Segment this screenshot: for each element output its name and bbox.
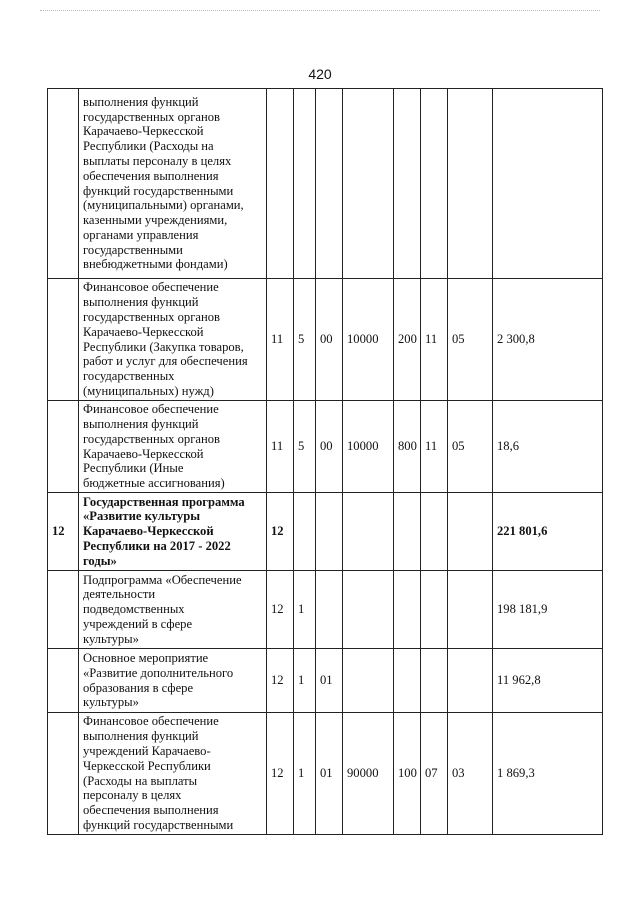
description-line: (муниципальными) органами, [83, 198, 244, 213]
code-cell-c2: 1 [294, 649, 316, 713]
description-line: Республики (Расходы на [83, 139, 214, 154]
code-cell-c4: 10000 [343, 279, 394, 401]
code-cell-c1: 12 [267, 571, 294, 649]
description-line: выплаты персоналу в целях [83, 153, 232, 168]
description-line: «Развитие культуры [83, 509, 201, 524]
description-cell [79, 493, 267, 571]
code-cell-c4 [343, 649, 394, 713]
code-cell-c2: 5 [294, 401, 316, 493]
scan-top-rule [40, 10, 600, 11]
code-cell-c6: 07 [421, 713, 448, 835]
code-cell-c2 [294, 89, 316, 279]
description-line: выполнения функций [83, 416, 199, 431]
description-cell [79, 571, 267, 649]
description-line: выполнения функций [83, 729, 199, 744]
description-line: государственных органов [83, 109, 220, 124]
row-number-cell [48, 571, 79, 649]
code-cell-c6: 11 [421, 279, 448, 401]
description-cell [79, 713, 267, 835]
code-cell-c4 [343, 493, 394, 571]
description-line: Карачаево-Черкесской [83, 324, 204, 339]
amount-cell: 198 181,9 [493, 571, 603, 649]
row-number-cell: 12 [48, 493, 79, 571]
code-cell-c6 [421, 89, 448, 279]
code-cell-c6 [421, 493, 448, 571]
code-cell-c3 [316, 571, 343, 649]
code-cell-c7 [448, 89, 493, 279]
code-cell-c1: 12 [267, 493, 294, 571]
description-line: государственных [83, 369, 175, 384]
description-line: Подпрограмма «Обеспечение [83, 572, 242, 587]
amount-cell: 11 962,8 [493, 649, 603, 713]
row-number-cell [48, 649, 79, 713]
row-number-cell [48, 89, 79, 279]
code-cell-c6 [421, 649, 448, 713]
code-cell-c6 [421, 571, 448, 649]
description-line: Республики на 2017 - 2022 [83, 538, 231, 553]
code-cell-c3: 00 [316, 401, 343, 493]
code-cell-c5: 800 [394, 401, 421, 493]
description-cell [79, 279, 267, 401]
amount-cell: 18,6 [493, 401, 603, 493]
description-line: работ и услуг для обеспечения [83, 354, 248, 369]
code-cell-c1 [267, 89, 294, 279]
description-line: Карачаево-Черкесской [83, 124, 204, 139]
table-row [48, 649, 603, 713]
description-line: внебюджетными фондами) [83, 257, 228, 272]
code-cell-c7: 03 [448, 713, 493, 835]
row-number-cell [48, 279, 79, 401]
code-cell-c3: 01 [316, 649, 343, 713]
code-cell-c5 [394, 89, 421, 279]
amount-cell [493, 89, 603, 279]
description-line: подведомственных [83, 602, 185, 617]
code-cell-c1: 11 [267, 401, 294, 493]
code-cell-c2: 1 [294, 571, 316, 649]
description-cell [79, 89, 267, 279]
description-line: органами управления [83, 227, 199, 242]
code-cell-c4 [343, 89, 394, 279]
description-line: казенными учреждениями, [83, 213, 228, 228]
description-line: Финансовое обеспечение [83, 714, 219, 729]
description-line: выполнения функций [83, 94, 199, 109]
code-cell-c5 [394, 649, 421, 713]
description-line: Финансовое обеспечение [83, 402, 219, 417]
description-line: Республики (Иные [83, 461, 184, 476]
code-cell-c7: 05 [448, 401, 493, 493]
code-cell-c3 [316, 493, 343, 571]
table-row [48, 571, 603, 649]
amount-cell: 2 300,8 [493, 279, 603, 401]
code-cell-c5 [394, 493, 421, 571]
description-line: Основное мероприятие [83, 650, 209, 665]
description-line: культуры» [83, 631, 139, 646]
description-line: (муниципальных) нужд) [83, 383, 214, 398]
table-row [48, 279, 603, 401]
budget-table [47, 88, 603, 835]
code-cell-c7: 05 [448, 279, 493, 401]
code-cell-c4 [343, 571, 394, 649]
description-line: образования в сфере [83, 680, 194, 695]
code-cell-c5 [394, 571, 421, 649]
description-line: государственных органов [83, 431, 220, 446]
table-row [48, 401, 603, 493]
description-line: учреждений в сфере [83, 616, 193, 631]
description-line: Финансовое обеспечение [83, 280, 219, 295]
code-cell-c5: 200 [394, 279, 421, 401]
code-cell-c2: 5 [294, 279, 316, 401]
code-cell-c4: 10000 [343, 401, 394, 493]
code-cell-c3: 01 [316, 713, 343, 835]
description-line: Республики (Закупка товаров, [83, 339, 244, 354]
description-line: функций государственными [83, 183, 234, 198]
description-line: годы» [83, 553, 117, 568]
code-cell-c5: 100 [394, 713, 421, 835]
code-cell-c7 [448, 649, 493, 713]
code-cell-c7 [448, 571, 493, 649]
description-line: «Развитие дополнительного [83, 665, 234, 680]
description-line: (Расходы на выплаты [83, 773, 198, 788]
description-line: учреждений Карачаево- [83, 743, 211, 758]
code-cell-c3: 00 [316, 279, 343, 401]
description-line: обеспечения выполнения [83, 168, 219, 183]
description-line: культуры» [83, 695, 139, 710]
table-row [48, 713, 603, 835]
row-number-cell [48, 713, 79, 835]
code-cell-c7 [448, 493, 493, 571]
code-cell-c4: 90000 [343, 713, 394, 835]
amount-cell: 1 869,3 [493, 713, 603, 835]
description-line: Карачаево-Черкесской [83, 524, 214, 539]
table-row [48, 89, 603, 279]
code-cell-c2: 1 [294, 713, 316, 835]
description-cell [79, 401, 267, 493]
description-line: Черкесской Республики [83, 758, 211, 773]
description-line: бюджетные ассигнования) [83, 476, 225, 491]
code-cell-c1: 12 [267, 649, 294, 713]
description-line: персоналу в целях [83, 788, 182, 803]
table-row [48, 493, 603, 571]
amount-cell: 221 801,6 [493, 493, 603, 571]
description-line: деятельности [83, 587, 156, 602]
description-line: государственными [83, 242, 183, 257]
description-line: выполнения функций [83, 295, 199, 310]
row-number-cell [48, 401, 79, 493]
code-cell-c6: 11 [421, 401, 448, 493]
description-line: Карачаево-Черкесской [83, 446, 204, 461]
description-line: обеспечения выполнения [83, 803, 219, 818]
code-cell-c1: 12 [267, 713, 294, 835]
description-line: Государственная программа [83, 494, 245, 509]
description-line: государственных органов [83, 309, 220, 324]
code-cell-c1: 11 [267, 279, 294, 401]
page-number: 420 [308, 66, 332, 82]
description-cell [79, 649, 267, 713]
code-cell-c3 [316, 89, 343, 279]
code-cell-c2 [294, 493, 316, 571]
description-line: функций государственными [83, 817, 234, 832]
